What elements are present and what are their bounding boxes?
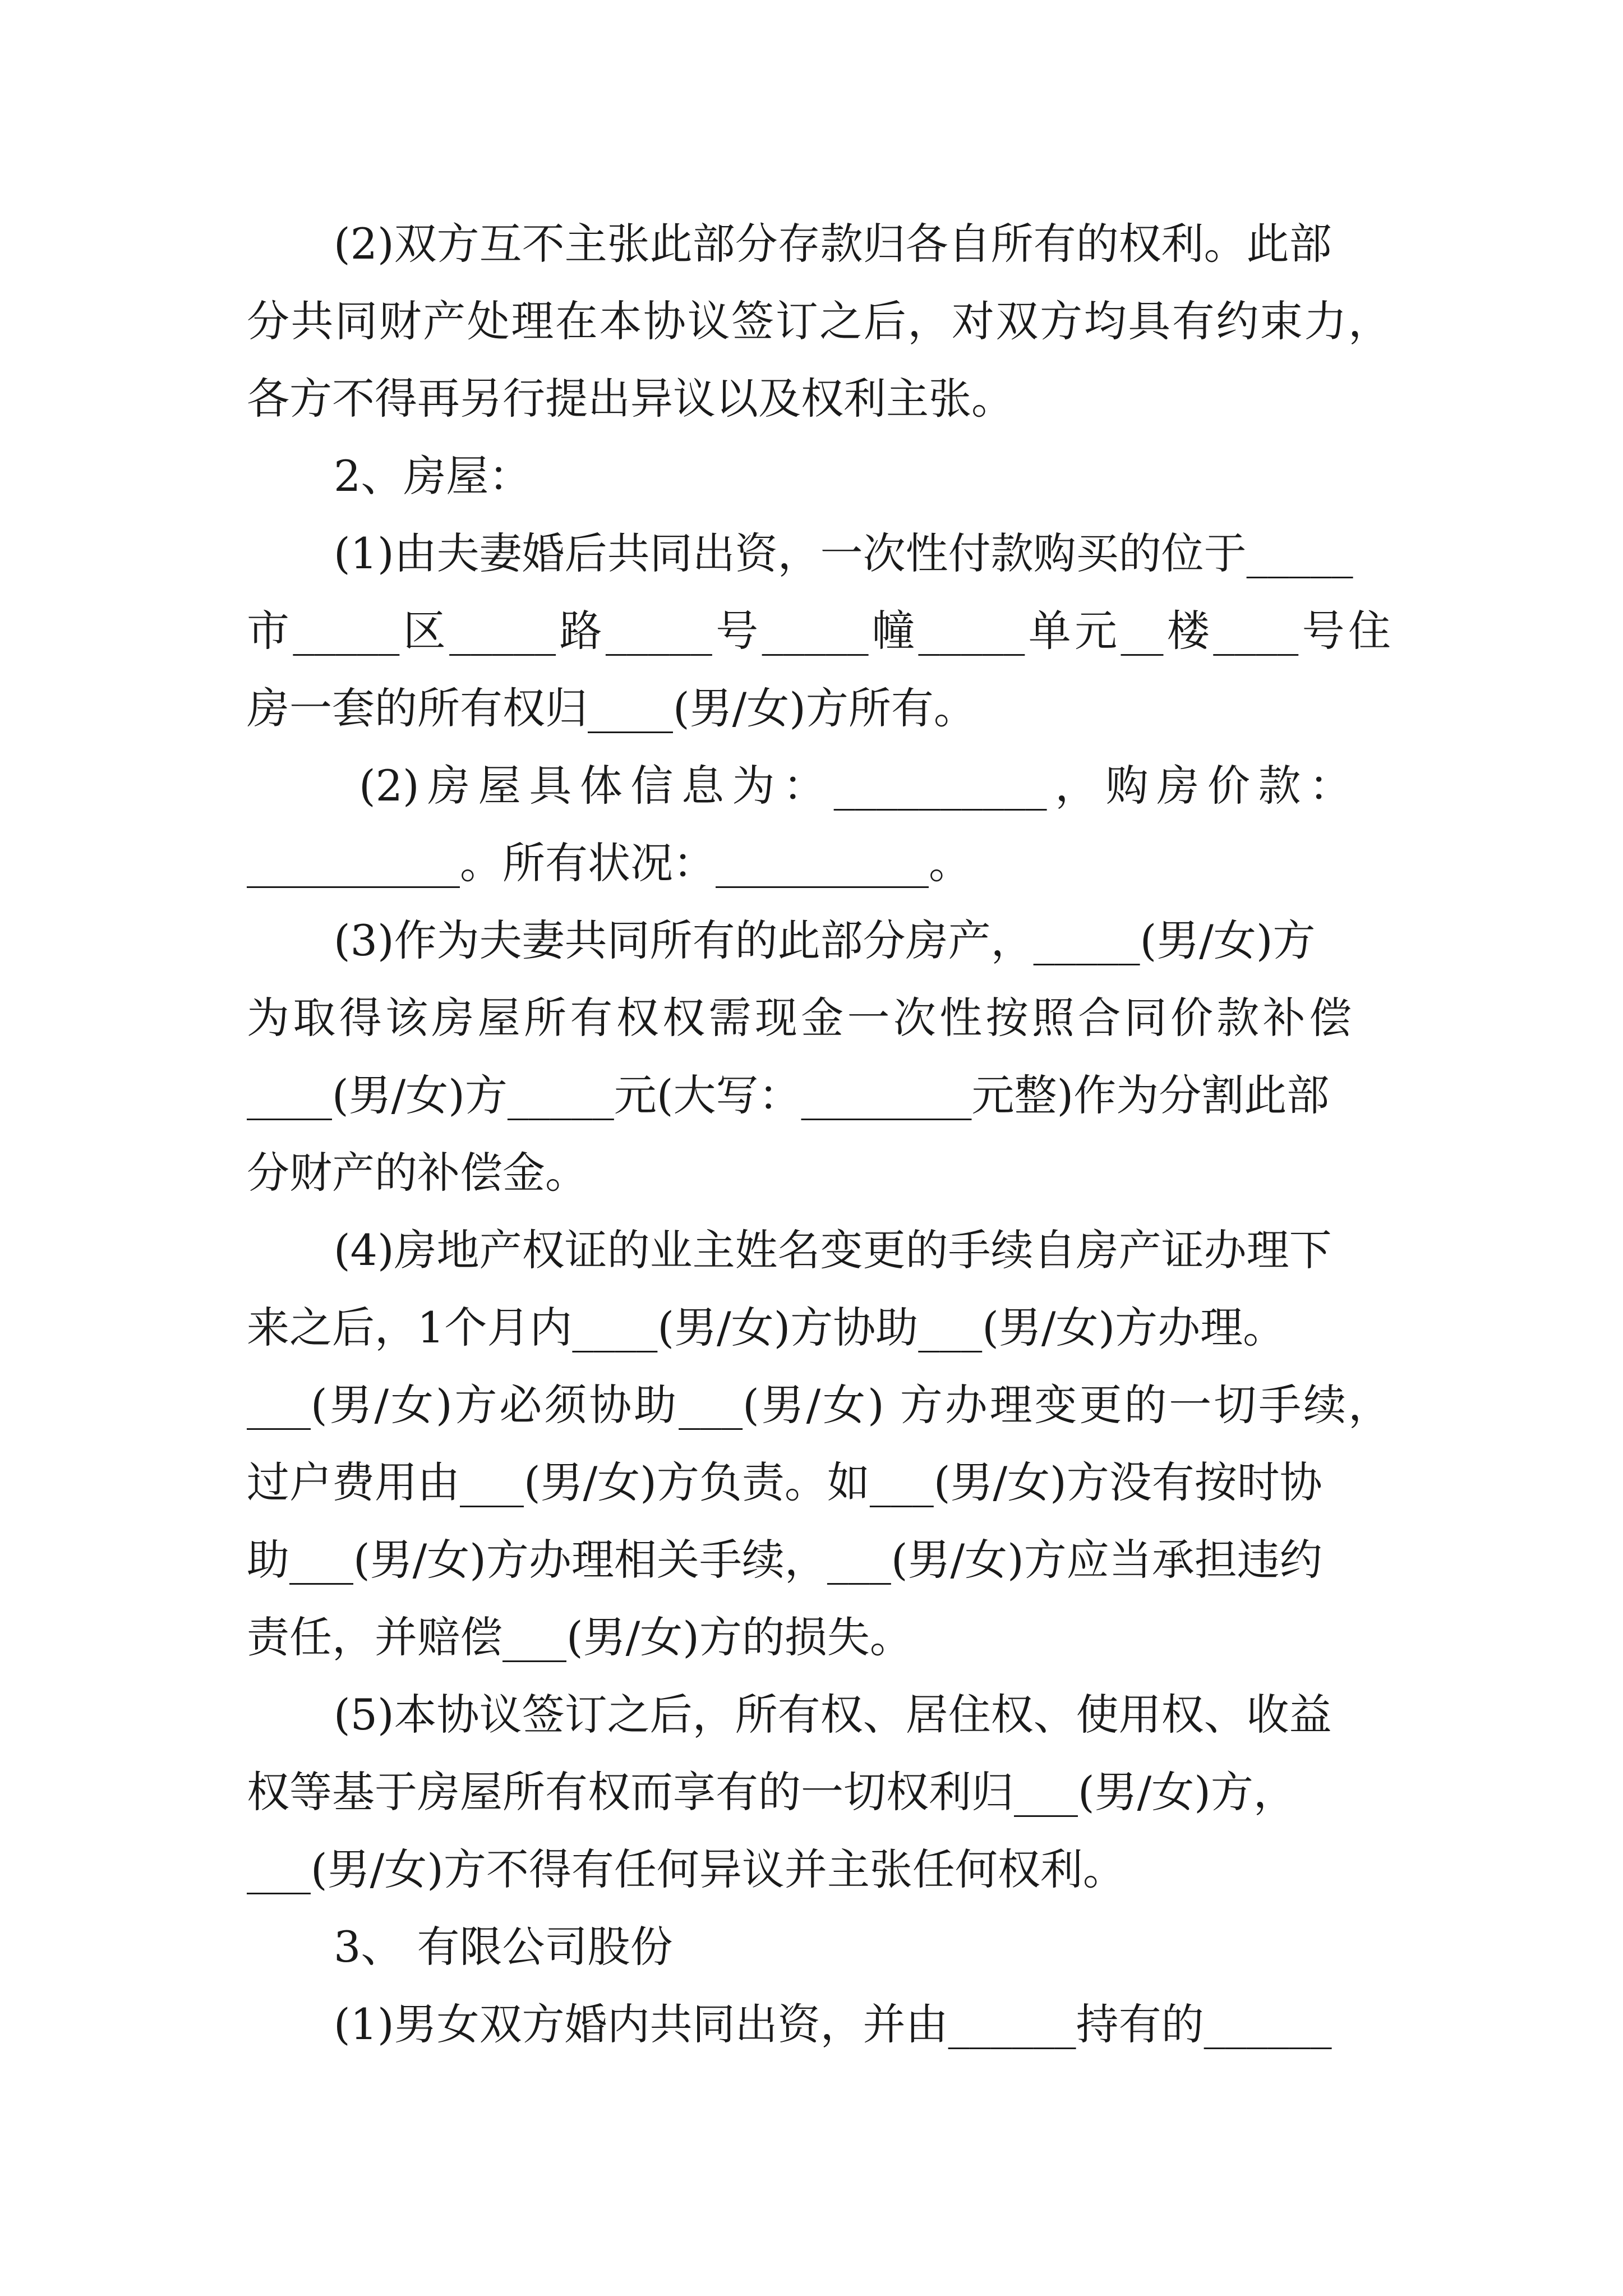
paragraph-line: 来之后，1个月内____(男/女)方协助___(男/女)方办理。: [247, 1303, 1286, 1352]
paragraph-line: 为取得该房屋所有权权需现金一次性按照合同价款补偿: [247, 993, 1352, 1043]
paragraph-line: 权等基于房屋所有权而享有的一切权利归___(男/女)方，: [247, 1767, 1296, 1817]
paragraph-line: (1)由夫妻婚后共同出资，一次性付款购买的位于_____: [334, 528, 1353, 578]
paragraph-line: (2)双方互不主张此部分存款归各自所有的权利。此部: [334, 219, 1332, 269]
paragraph-line: 助___(男/女)方办理相关手续，___(男/女)方应当承担违约: [247, 1535, 1322, 1585]
paragraph-line: (5)本协议签订之后，所有权、居住权、使用权、收益: [334, 1690, 1332, 1740]
paragraph-line: (1)男女双方婚内共同出资，并由______持有的______: [334, 1999, 1332, 2049]
paragraph-line: 市_____区_____路_____号_____幢_____单元__楼____号住: [247, 606, 1391, 656]
section-heading: 3、 有限公司股份: [334, 1922, 673, 1972]
paragraph-line: (3)作为夫妻共同所有的此部分房产，_____(男/女)方: [334, 915, 1316, 965]
paragraph-line: 分财产的补偿金。: [247, 1148, 588, 1198]
paragraph-line: (2)房屋具体信息为：__________，购房价款：: [359, 761, 1352, 811]
paragraph-line: 房一套的所有权归____(男/女)方所有。: [247, 683, 976, 733]
paragraph-line: 各方不得再另行提出异议以及权利主张。: [247, 374, 1014, 424]
paragraph-line: ____(男/女)方_____元(大写：________元整)作为分割此部: [247, 1070, 1330, 1120]
paragraph-line: 分共同财产处理在本协议签订之后，对双方均具有约束力，: [247, 296, 1391, 346]
paragraph-line: __________。所有状况：__________。: [247, 838, 971, 888]
paragraph-line: 过户费用由___(男/女)方负责。如___(男/女)方没有按时协: [247, 1457, 1322, 1507]
paragraph-line: ___(男/女)方不得有任何异议并主张任何权利。: [247, 1844, 1126, 1894]
section-heading: 2、房屋：: [334, 451, 532, 501]
paragraph-line: 责任，并赔偿___(男/女)方的损失。: [247, 1612, 912, 1662]
paragraph-line: ___(男/女)方必须协助___(男/女) 方办理变更的一切手续，: [247, 1380, 1391, 1430]
paragraph-line: (4)房地产权证的业主姓名变更的手续自房产证办理下: [334, 1225, 1332, 1275]
